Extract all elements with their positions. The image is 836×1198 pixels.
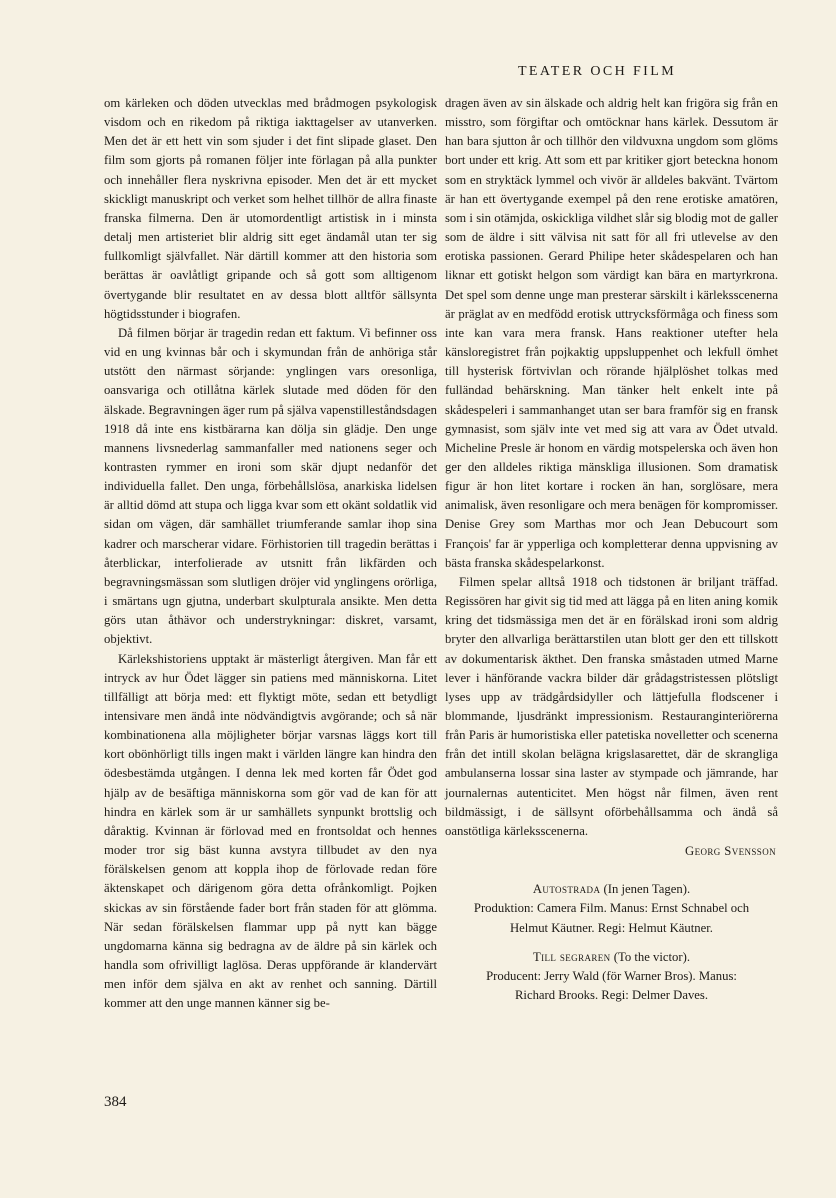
body-paragraph: dragen även av sin älskade och aldrig helt kan frigöra sig från en misstro, som förgiftar och omtöcknar hans kärlek. Dessutom är han bara sjutton år och tillhör den vildvuxna ungdom som glöms bort under ett krig. Att som ett par kritiker gjort beteckna honom som en stryktäck lymmel och vivör är alldeles bakvänt. Tvärtom är han ett övertygande exempel på den rene erotiske amatören, som i sin otämjda, oskickliga vildhet slår sig blodig mot de galler som de äldre i sitt välvisa nit satt för all fri utlevelse av den erotiska passionen. Gerard Philipe heter skådespelaren och han liknar ett gotiskt helgon som värdigt kan bära en martyrkrona. Det spel som denne unge man presterar särskilt i kärleksscenerna är präglat av en medfödd erotisk uttrycksförmåga och finess som inte kan vara mera fransk. Hans reaktioner utefter hela känsloregistret från pojkaktig uppsluppenhet och lekfull ömhet till hysterisk förtvivlan och rörande hjälplöshet tolkas med fulländad behärskning. Man tänker helt enkelt inte på skådespeleri i sammanhanget utan ser bara framför sig en fransk gymnasist, som själv inte vet med sig att vara av Ödet utvald. Micheline Presle är honom en värdig motspelerska och även hon ger den alldeles riktiga mänskliga illusionen. Som dramatisk figur är hon litet kortare i rocken än han, sorglösare, mera animalisk, även resonligare och mera benägen för kompromisser. Denise Grey som Marthas mor och Jean Debucourt som François' far är ypperliga och kompletterar denna uppvisning av bästa franska skådespelarkonst.	[445, 96, 778, 570]
running-head: TEATER OCH FILM	[517, 64, 677, 79]
right-column	[445, 94, 778, 1015]
body-paragraph: Kärlekshistoriens upptakt är mästerligt återgiven. Man får ett intryck av hur Ödet lägger sin patiens med människorna. Litet tillfälligt att börja med: ett flyktigt möte, sedan ett betydligt intensivare men ändå inte nödvändigtvis avgörande; och så när kombinationena alla möjligheter börjar varsnas läggs kort till kort obönhörligt tills ingen makt i världen längre kan hindra den ödesbestämda utgången. I denna lek med korten får Ödet god hjälp av de besäftiga människorna som gör vad de kan för att hindra en kärlek som är ur samhällets synpunkt brottslig och dåraktig. Kvinnan är förlovad med en frontsoldat och hennes moder tror sig bäst kunna avstyra tillbudet av den nya förälskelsen genom att koppla ihop de förlovade redan före äktenskapet och därigenom göra detta ofrånkomligt. Pojken skickas av sin förstående fader bort från staden för att glömma. När sedan förälskelsen flammar upp på nytt kan bägge ungdomarna känna sig bedragna av de äldre på sin kärlek och handla som ofrivilligt laglösa. Deras uppförande är klandervärt men inför dem själva en akt av renhet och sanning. Därtill kommer att den unge mannen känner sig be-	[104, 651, 437, 1011]
credit-title-line	[445, 948, 778, 967]
credit-block	[445, 880, 778, 937]
credit-direction-line: Richard Brooks. Regi: Delmer Daves.	[514, 988, 709, 1003]
body-paragraph: Då filmen börjar är tragedin redan ett faktum. Vi befinner oss vid en ung kvinnas bår och i skymundan från de anhöriga står utstött den närmast sörjande: ynglingen vars oresonliga, oansvariga och otillåtna kärlek slutade med döden för den älskade. Begravningen äger rum på själva vapenstilleståndsdagen 1918 då inte ens kistbärarna kan dölja sin glädje. Den unge mannens livsnederlag sammanfaller med nationens seger och kontrasten rymmer en ironi som skär djupt nedanför det individuella fallet. Den unga, förbehållslösa, anarkiska lidelsen är alltid dömd att stupa och ligga kvar som ett okänt soldatlik vid sidan om vägen, där samhället triumferande samlar ihop sina kadrer och marscherar vidare. Förhistorien till tragedin berättas i återblickar, interfolierade av utsnitt från likfärden och begravningsmässan som slutligen dröjer vid ynglingens orörliga, i smärtans ugn gjutna, underbart skulpturala ansikte. Men detta görs utan åthävor och understrykningar: diskret, varsamt, objektivt.	[104, 325, 437, 647]
author-signature: Georg Svensson	[685, 844, 776, 859]
left-column	[104, 94, 437, 1014]
film-original-title: (In jenen Tagen).	[600, 882, 691, 897]
credit-production-line: Produktion: Camera Film. Manus: Ernst Schnabel och	[473, 901, 750, 916]
film-title: Till segraren	[532, 949, 611, 964]
credit-direction-line: Helmut Käutner. Regi: Helmut Käutner.	[510, 920, 713, 935]
film-original-title: (To the victor).	[610, 949, 691, 964]
film-title: Autostrada	[532, 882, 601, 897]
credit-block	[445, 948, 778, 1005]
body-paragraph: om kärleken och döden utvecklas med brådmogen psykologisk visdom och en rikedom på riktiga iakttagelser av utanverken. Men det är ett hett vin som sjuder i det fint slipade glaset. Den film som gjorts på romanen följer inte förlagan på alla punkter och innehåller flera nyskrivna episoder. Men det är ett mycket skickligt manuskript och verket som helhet tillhör de allra finaste franska filmerna. Den är utomordentligt artistisk in i minsta detalj men artisteriet blir aldrig sitt eget ändamål utan ter sig fullkomligt självfallet. När därtill kommer att den historia som berättas är oavlåtligt gripande och så gott som alltigenom övertygande blir resultatet en av dessa blott alltför sällsynta högtidsstunder i biografen.	[104, 96, 437, 321]
body-paragraph: Filmen spelar alltså 1918 och tidstonen är briljant träffad. Regissören har givit sig tid med att lägga på en liten aning komik kring det tidsmässiga men det är en förälskad ironi som aldrig bryter den allvarliga berättarstilen utan blott ger den ett tillskott av dokumentarisk äkthet. Den franska småstaden utmed Marne lever i hänförande vackra bilder där grådagstristessen plötsligt lyses upp av trädgårdsidyller och lättjefulla flodscener i blommande, ljusdränkt impressionism. Restauranginteriörerna från Paris är humoristiska eller patetiska novelletter och scenerna från det intill skolan belägna krigslasarettet, där de skrangliga ambulanserna lossar sina laster av stympade och jämrande, har journalernas autenticitet. Men högst når filmen, även rent bildmässigt, i de sällsynt oförbehållsamma och ändå så oanstötliga kärleksscenerna.	[445, 574, 778, 838]
credit-production-line: Producent: Jerry Wald (för Warner Bros). Manus:	[486, 968, 737, 983]
page-number: 384	[104, 1094, 127, 1110]
film-credits	[445, 880, 778, 1005]
credit-title-line	[445, 880, 778, 899]
